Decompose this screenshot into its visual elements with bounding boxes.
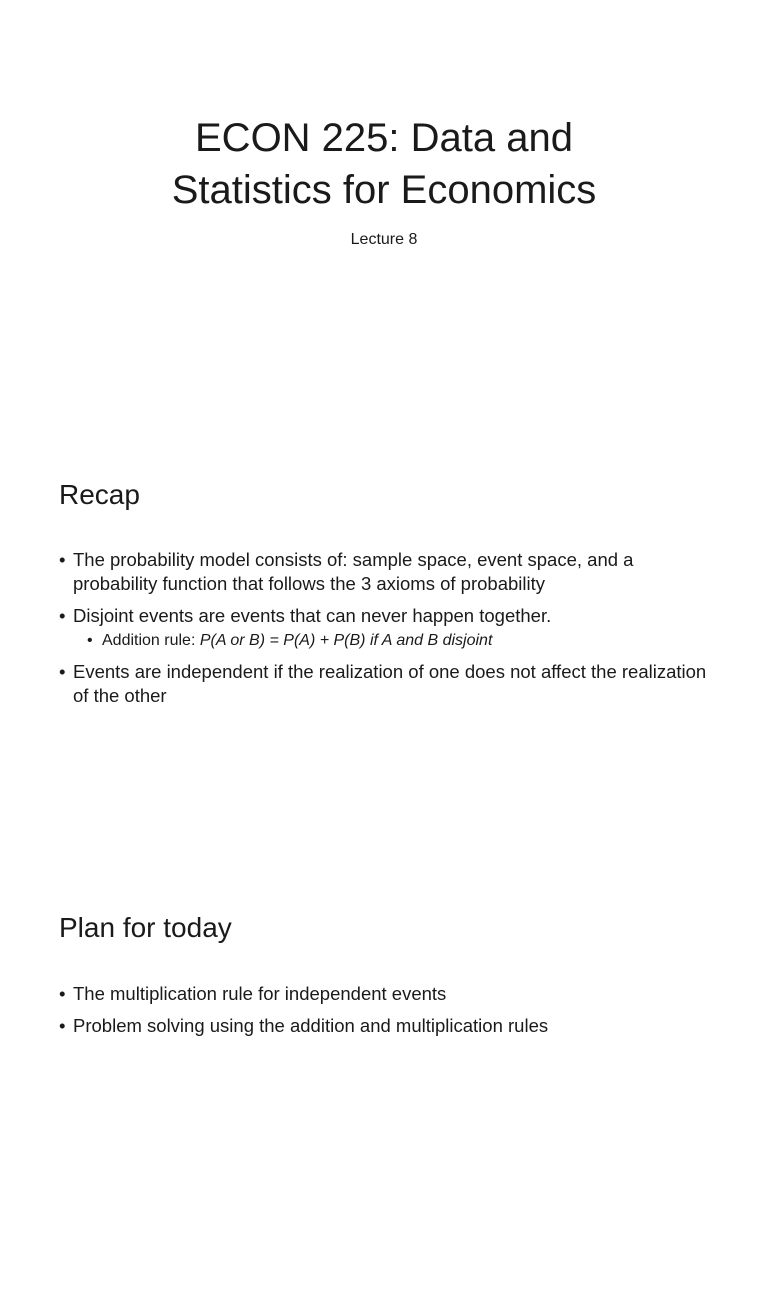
plan-slide	[0, 866, 768, 1298]
plan-bullet-list	[59, 982, 719, 1046]
recap-heading: Recap	[59, 479, 140, 510]
recap-bullet-2-text: Disjoint events are events that can never happen together.	[73, 605, 552, 626]
recap-bullet-3: • Events are independent if the realization of one does not affect the realization of the other	[59, 660, 719, 708]
slide-title-line-1: ECON 225: Data and	[195, 116, 573, 160]
recap-bullet-1: • The probability model consists of: sample space, event space, and a probability function that follows the 3 axioms of probability	[59, 548, 719, 596]
plan-bullet-2: • Problem solving using the addition and multiplication rules	[59, 1014, 719, 1038]
slide-title	[0, 112, 768, 216]
addition-rule-label: Addition rule:	[102, 632, 200, 649]
title-slide	[0, 0, 768, 432]
recap-bullet-2	[59, 604, 719, 652]
slide-subtitle: Lecture 8	[350, 231, 418, 248]
plan-bullet-1: • The multiplication rule for independent events	[59, 982, 719, 1006]
recap-sub-bullet-list	[73, 630, 719, 652]
recap-slide	[0, 433, 768, 865]
recap-bullet-list	[59, 548, 719, 716]
addition-rule-sub-bullet	[87, 630, 719, 652]
addition-rule-formula: P(A or B) = P(A) + P(B) if A and B disjoint	[199, 632, 493, 649]
plan-heading: Plan for today	[59, 912, 232, 943]
slide-title-line-2: Statistics for Economics	[171, 168, 597, 212]
